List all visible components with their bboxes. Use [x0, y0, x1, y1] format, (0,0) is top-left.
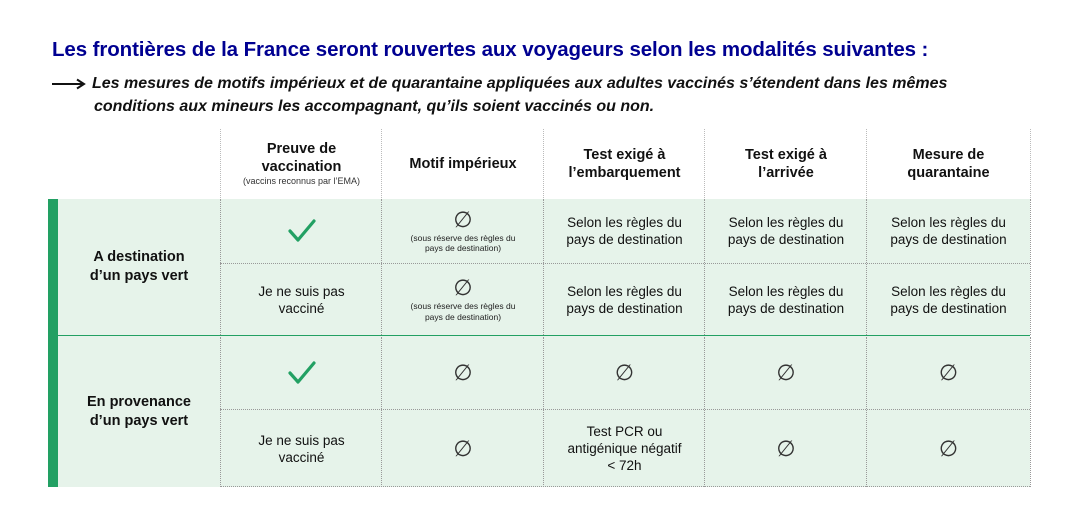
table-cell [866, 410, 1031, 487]
selon-line1: Selon les règles du [728, 215, 844, 230]
pcr-line3: < 72h [607, 458, 642, 473]
table-cell [381, 199, 544, 263]
group-provenance-line2: d’un pays vert [89, 412, 189, 429]
table-cell [381, 264, 544, 335]
travel-rules-table [48, 129, 1030, 487]
header-quarantaine-line1: Mesure de [912, 146, 985, 163]
header-test-embarquement-line2: l’embarquement [568, 164, 681, 181]
table-cell [543, 337, 705, 409]
header-motif [381, 129, 544, 198]
selon-line1: Selon les règles du [728, 283, 844, 299]
header-quarantaine-line2: quarantaine [907, 164, 990, 181]
header-test-embarquement [543, 129, 705, 198]
header-test-arrivee [704, 129, 867, 198]
table-cell [704, 337, 867, 409]
row-divider [220, 486, 1030, 487]
table-cell [704, 199, 867, 263]
empty-set-icon: ∅ [453, 435, 473, 461]
empty-set-icon: ∅ [776, 435, 796, 461]
group-label-provenance [58, 336, 220, 487]
table-cell [220, 199, 382, 263]
empty-set-icon: ∅ [938, 360, 959, 385]
table-cell [866, 337, 1031, 409]
table-cell [381, 337, 544, 409]
empty-set-icon: ∅ [614, 360, 635, 385]
table-cell [704, 410, 867, 487]
empty-set-icon: ∅ [453, 206, 473, 232]
group-destination-line1: A destination [93, 249, 185, 265]
reserve-line1: (sous réserve des règles du [410, 232, 516, 243]
header-vaccination [220, 129, 382, 198]
header-vaccination-line2: vaccination [261, 159, 342, 175]
table-cell [704, 264, 867, 335]
selon-line2: pays de destination [566, 300, 683, 316]
empty-set-icon: ∅ [453, 275, 473, 300]
table-cell [866, 264, 1031, 335]
not-vaccinated-line2: vacciné [278, 300, 325, 316]
empty-set-icon: ∅ [453, 360, 473, 385]
table-cell [543, 199, 705, 263]
table-cell [543, 264, 705, 335]
selon-line2: pays de destination [890, 300, 1007, 316]
group-destination-line2: d’un pays vert [89, 268, 189, 284]
table-cell [220, 337, 382, 409]
arrow-right-icon [52, 78, 86, 90]
selon-line2: pays de destination [727, 232, 845, 247]
selon-line1: Selon les règles du [891, 215, 1006, 230]
header-motif-label: Motif impérieux [409, 155, 517, 172]
table-cell [220, 410, 382, 487]
green-accent-bar [48, 199, 58, 487]
reserve-line1: (sous réserve des règles du [410, 301, 516, 311]
table-cell [220, 264, 382, 335]
pcr-line2: antigénique négatif [567, 441, 682, 456]
empty-set-icon: ∅ [776, 360, 796, 385]
group-divider [58, 335, 1030, 336]
selon-line1: Selon les règles du [567, 215, 682, 230]
selon-line1: Selon les règles du [891, 283, 1006, 299]
header-test-embarquement-line1: Test exigé à [583, 146, 666, 163]
checkmark-icon [288, 361, 316, 385]
selon-line1: Selon les règles du [567, 283, 682, 299]
reserve-line2: pays de destination) [424, 243, 502, 253]
empty-set-icon: ∅ [938, 435, 959, 461]
not-vaccinated-line1: Je ne suis pas [258, 432, 345, 448]
selon-line2: pays de destination [566, 232, 683, 247]
header-vaccination-line1: Preuve de [266, 141, 337, 157]
note-line-2: conditions aux mineurs les accompagnant, qu’ils soient vaccinés ou non. [94, 98, 655, 115]
header-quarantaine [866, 129, 1031, 198]
pcr-line1: Test PCR ou [586, 424, 663, 439]
checkmark-icon [288, 219, 316, 243]
group-label-destination [58, 199, 220, 335]
not-vaccinated-line1: Je ne suis pas [258, 283, 345, 299]
header-vaccination-sub: (vaccins reconnus par l’EMA) [242, 176, 361, 186]
not-vaccinated-line2: vacciné [278, 449, 325, 465]
reserve-line2: pays de destination) [424, 311, 502, 322]
table-cell [381, 410, 544, 487]
header-test-arrivee-line1: Test exigé à [745, 146, 827, 163]
note-line-1: Les mesures de motifs impérieux et de quarantaine appliquées aux adultes vaccinés s’étendent dans les mêmes [92, 75, 948, 92]
selon-line2: pays de destination [890, 232, 1007, 247]
info-note [52, 72, 1032, 118]
table-cell [866, 199, 1031, 263]
selon-line2: pays de destination [727, 300, 845, 316]
group-provenance-line1: En provenance [87, 393, 191, 410]
table-cell [543, 410, 705, 487]
page-title: Les frontières de la France seront rouvertes aux voyageurs selon les modalités suivantes : [52, 38, 929, 61]
table-header [220, 129, 1030, 198]
header-test-arrivee-line2: l’arrivée [758, 164, 814, 181]
